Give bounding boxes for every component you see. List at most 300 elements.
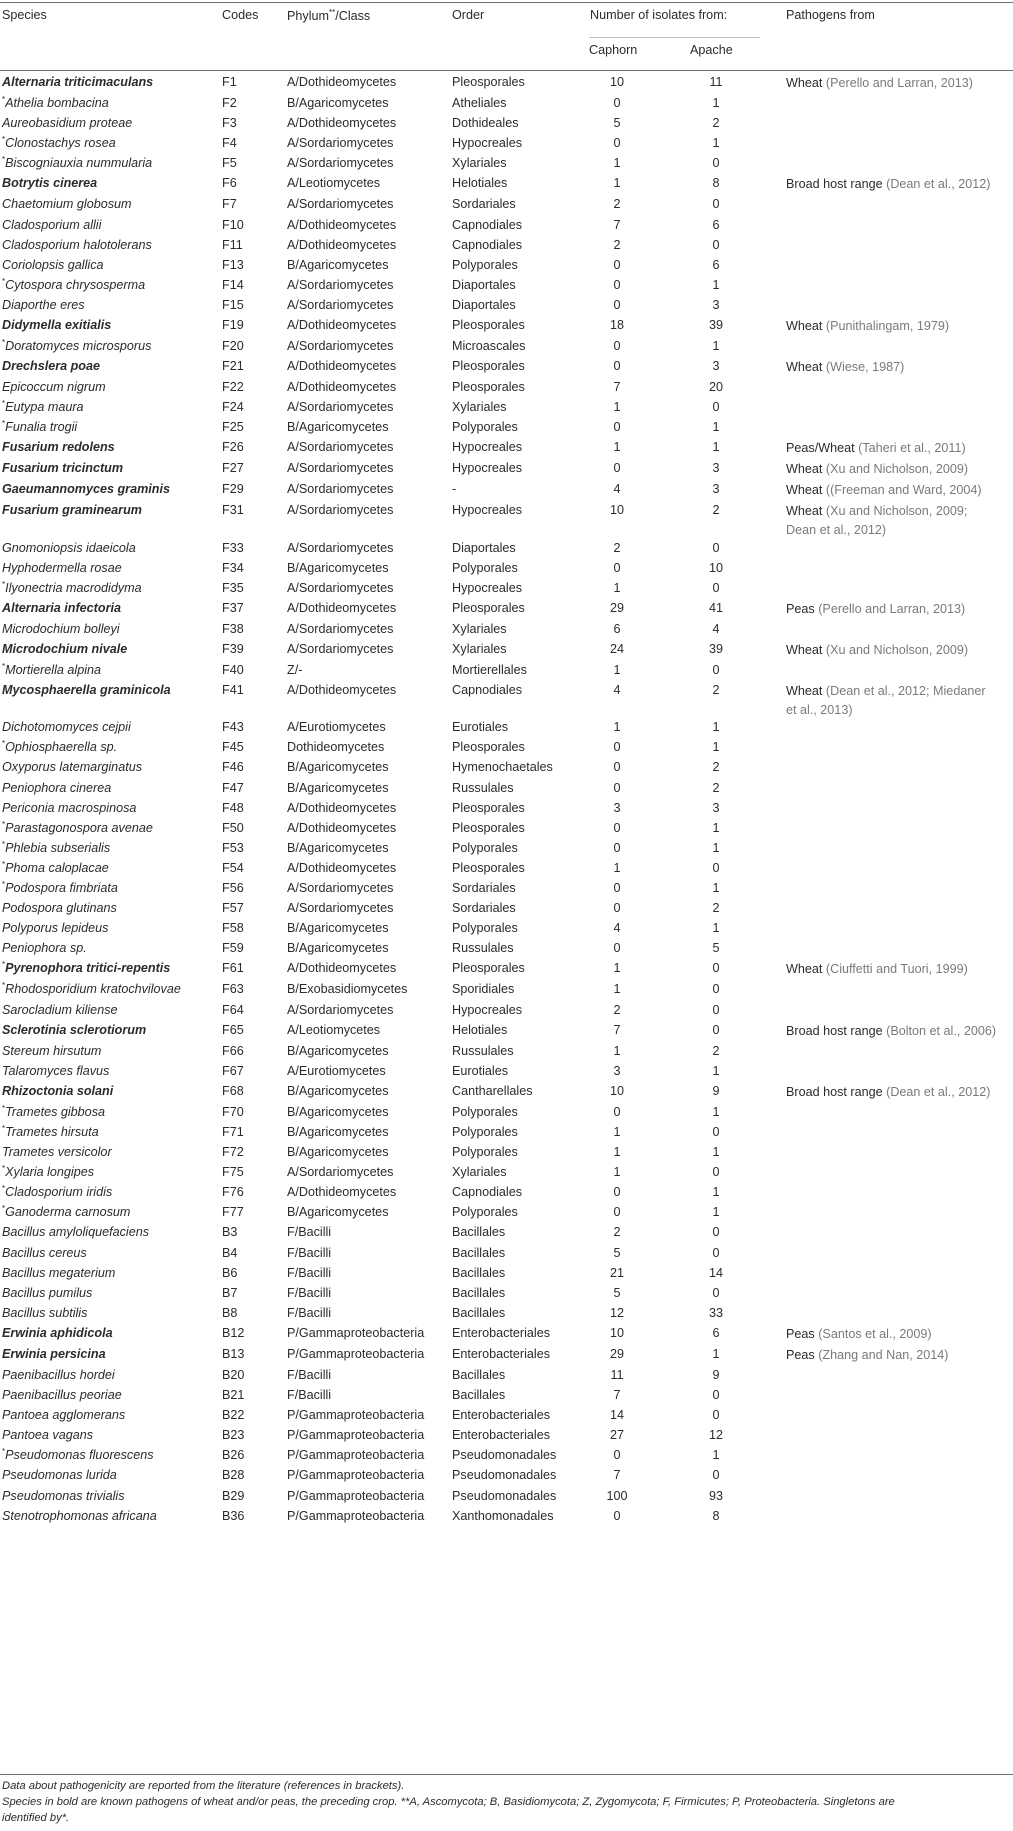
caphorn-count: 0 — [613, 257, 621, 272]
singleton-mark: * — [2, 276, 6, 286]
singleton-mark: * — [2, 135, 6, 144]
apache-count: 3 — [712, 297, 720, 312]
singleton-mark: * — [2, 859, 6, 869]
species-name — [2, 960, 170, 977]
header-phylum-class: Phylum**/Class — [287, 8, 371, 24]
phylum-class-cell: A/Sordariomycetes — [287, 297, 394, 312]
species-name — [2, 1346, 106, 1363]
phylum-class-cell: A/Sordariomycetes — [287, 641, 394, 656]
table-row — [0, 502, 1013, 537]
pathogen-host-cell — [786, 317, 949, 336]
pathogen-host-cell — [786, 74, 973, 93]
species-name — [2, 1407, 125, 1424]
reference-label: (Dean et al., 2012) — [886, 1084, 991, 1099]
species-name — [2, 739, 117, 756]
code-cell: F27 — [222, 461, 244, 476]
species-name — [2, 1164, 94, 1181]
apache-count: 0 — [712, 1388, 720, 1403]
code-cell: F57 — [222, 901, 244, 916]
apache-count: 1 — [712, 277, 720, 292]
species-label: Fusarium redolens — [2, 440, 115, 455]
order-cell: Xylariales — [452, 621, 507, 636]
phylum-class-cell: A/Sordariomycetes — [287, 503, 394, 518]
species-name — [2, 95, 109, 112]
phylum-class-cell: A/Sordariomycetes — [287, 901, 394, 916]
apache-count: 0 — [712, 1022, 720, 1037]
order-cell: Sporidiales — [452, 982, 515, 997]
caphorn-count: 0 — [613, 760, 621, 775]
apache-count: 0 — [712, 1225, 720, 1240]
order-cell: Helotiales — [452, 1022, 508, 1037]
code-cell: F40 — [222, 662, 244, 677]
code-cell: B4 — [222, 1245, 238, 1260]
phylum-class-cell: P/Gammaproteobacteria — [287, 1488, 425, 1503]
species-label: Cladosporium allii — [2, 217, 102, 232]
caphorn-count: 29 — [609, 600, 625, 615]
species-label: Pseudomonas trivialis — [2, 1488, 125, 1503]
footnote-3: identified by*. — [2, 1812, 70, 1824]
species-label: Trametes versicolor — [2, 1145, 112, 1160]
species-label: Peniophora sp. — [2, 941, 87, 956]
caphorn-count: 0 — [613, 1205, 621, 1220]
caphorn-count: 10 — [609, 1083, 625, 1098]
reference-label: (Xu and Nicholson, 2009) — [825, 642, 969, 657]
singleton-mark: * — [2, 661, 6, 671]
species-name — [2, 175, 97, 192]
code-cell: B6 — [222, 1265, 238, 1280]
species-label: Phoma caloplacae — [5, 860, 109, 875]
species-label: Bacillus amyloliquefaciens — [2, 1225, 149, 1240]
code-cell: B21 — [222, 1388, 245, 1403]
apache-count: 6 — [712, 217, 720, 232]
caphorn-count: 1 — [613, 961, 621, 976]
species-label: Pseudomonas lurida — [2, 1468, 117, 1483]
reference-label: (Ciuffetti and Tuori, 1999) — [825, 962, 968, 977]
order-cell: Hypocreales — [452, 1002, 522, 1017]
singleton-mark: * — [2, 839, 6, 849]
apache-count: 2 — [712, 503, 720, 518]
phylum-class-cell: B/Agaricomycetes — [287, 941, 389, 956]
apache-count: 39 — [708, 318, 724, 332]
caphorn-count: 4 — [613, 683, 621, 698]
host-label: Broad host range — [786, 177, 883, 192]
phylum-class-cell: B/Agaricomycetes — [287, 1083, 389, 1098]
apache-count: 1 — [712, 440, 720, 455]
caphorn-count: 0 — [613, 359, 621, 374]
species-label: Diaporthe eres — [2, 297, 85, 312]
code-cell: F10 — [222, 217, 244, 232]
species-label: Cladosporium iridis — [5, 1185, 113, 1200]
code-cell: F19 — [222, 318, 244, 332]
order-cell: Enterobacteriales — [452, 1428, 551, 1443]
order-cell: Capnodiales — [452, 237, 523, 252]
host-label: Peas — [786, 601, 815, 616]
code-cell: F13 — [222, 257, 244, 272]
caphorn-count: 2 — [613, 1002, 621, 1017]
species-name — [2, 419, 77, 436]
host-label: Peas — [786, 1326, 815, 1341]
apache-count: 1 — [712, 1063, 720, 1078]
phylum-class-cell: B/Agaricomycetes — [287, 96, 389, 110]
caphorn-count: 0 — [613, 901, 621, 916]
order-cell: Helotiales — [452, 176, 508, 191]
species-label: Bacillus pumilus — [2, 1285, 93, 1300]
order-cell: Pleosporales — [452, 75, 525, 89]
host-label: Wheat — [786, 684, 823, 699]
reference-label: (Xu and Nicholson, 2009) — [825, 462, 969, 477]
table-row — [0, 1325, 1013, 1348]
singleton-mark: * — [2, 1204, 6, 1214]
species-label: Chaetomium globosum — [2, 197, 132, 212]
phylum-class-cell: P/Gammaproteobacteria — [287, 1448, 425, 1463]
phylum-class-cell: A/Dothideomycetes — [287, 860, 397, 875]
pathogen-host-cell — [786, 600, 965, 619]
caphorn-count: 1 — [613, 176, 621, 191]
species-name — [2, 780, 111, 797]
species-label: Doratomyces microsporus — [5, 339, 152, 353]
caphorn-count: 100 — [606, 1488, 628, 1503]
phylum-class-cell: A/Sordariomycetes — [287, 881, 394, 896]
phylum-class-cell: Z/- — [287, 662, 303, 677]
apache-count: 1 — [712, 1104, 720, 1119]
order-cell: Bacillales — [452, 1265, 506, 1280]
species-name — [2, 1184, 112, 1201]
code-cell: F2 — [222, 96, 237, 110]
order-cell: Sordariales — [452, 197, 516, 212]
species-name — [2, 1043, 101, 1060]
singleton-mark: * — [2, 739, 6, 749]
singleton-mark: * — [2, 1123, 6, 1133]
code-cell: F77 — [222, 1205, 244, 1220]
phylum-class-cell: F/Bacilli — [287, 1265, 332, 1280]
apache-count: 0 — [712, 580, 720, 595]
species-name — [2, 1104, 105, 1121]
species-label: Paenibacillus peoriae — [2, 1388, 122, 1403]
reference-label: (Wiese, 1987) — [825, 360, 905, 375]
apache-count: 39 — [708, 641, 724, 656]
apache-count: 0 — [712, 540, 720, 555]
order-cell: Bacillales — [452, 1285, 506, 1300]
order-cell: Polyporales — [452, 1205, 518, 1220]
phylum-class-cell: B/Agaricomycetes — [287, 420, 389, 435]
species-label: Bacillus megaterium — [2, 1265, 116, 1280]
species-name — [2, 880, 118, 897]
species-label: Stenotrophomonas africana — [2, 1508, 157, 1523]
species-name — [2, 940, 87, 957]
table-bottom-rule — [0, 1774, 1013, 1775]
phylum-class-cell: P/Gammaproteobacteria — [287, 1508, 425, 1523]
code-cell: F3 — [222, 116, 237, 131]
host-label: Wheat — [786, 360, 823, 375]
caphorn-count: 5 — [613, 116, 621, 131]
phylum-class-cell: A/Eurotiomycetes — [287, 1063, 386, 1078]
order-cell: Hypocreales — [452, 461, 522, 476]
species-label: Stereum hirsutum — [2, 1043, 102, 1058]
species-name — [2, 1427, 93, 1444]
species-name — [2, 358, 100, 375]
singleton-mark: * — [2, 1447, 6, 1457]
species-name — [2, 481, 170, 498]
order-cell: Pleosporales — [452, 318, 525, 332]
phylum-class-cell: B/Agaricomycetes — [287, 780, 389, 795]
apache-count: 11 — [709, 75, 723, 89]
species-name — [2, 1387, 122, 1404]
order-cell: Enterobacteriales — [452, 1408, 551, 1423]
apache-count: 93 — [708, 1488, 724, 1503]
header-caphorn: Caphorn — [589, 43, 638, 57]
caphorn-count: 0 — [613, 1104, 621, 1119]
order-cell: Pseudomonadales — [452, 1448, 557, 1463]
phylum-class-cell: P/Gammaproteobacteria — [287, 1325, 425, 1340]
caphorn-count: 2 — [613, 197, 621, 212]
species-name — [2, 1224, 149, 1241]
host-label: Wheat — [786, 642, 823, 657]
table-row — [0, 460, 1013, 483]
code-cell: F63 — [222, 982, 244, 997]
phylum-class-cell: F/Bacilli — [287, 1225, 332, 1240]
species-name — [2, 1124, 99, 1141]
order-cell: Polyporales — [452, 921, 518, 936]
phylum-class-cell: F/Bacilli — [287, 1245, 332, 1260]
species-label: Gaeumannomyces graminis — [2, 482, 170, 497]
header-number-of-isolates: Number of isolates from: — [590, 8, 728, 22]
caphorn-count: 1 — [613, 1165, 621, 1180]
species-label: Drechslera poae — [2, 359, 101, 374]
phylum-class-cell: A/Sordariomycetes — [287, 621, 394, 636]
reference-label: (Zhang and Nan, 2014) — [818, 1347, 949, 1362]
phylum-class-cell: P/Gammaproteobacteria — [287, 1428, 425, 1443]
caphorn-count: 1 — [613, 662, 621, 677]
species-label: Clonostachys rosea — [5, 136, 116, 151]
apache-count: 1 — [712, 921, 720, 936]
phylum-class-cell: B/Agaricomycetes — [287, 760, 389, 775]
pathogen-host-cell — [786, 1346, 948, 1365]
code-cell: B23 — [222, 1428, 245, 1443]
code-cell: F11 — [222, 237, 243, 252]
species-name — [2, 460, 123, 477]
apache-count: 3 — [712, 482, 720, 497]
order-cell: Dothideales — [452, 116, 519, 131]
caphorn-count: 1 — [613, 156, 621, 171]
order-cell: - — [452, 482, 457, 497]
species-label: Peniophora cinerea — [2, 780, 112, 795]
species-label: Pyrenophora tritici-repentis — [5, 961, 171, 976]
apache-count: 0 — [712, 197, 720, 212]
phylum-class-cell: A/Sordariomycetes — [287, 482, 394, 497]
caphorn-count: 7 — [613, 380, 621, 395]
caphorn-count: 0 — [613, 461, 621, 476]
species-name — [2, 1305, 87, 1322]
species-name — [2, 800, 136, 817]
pathogen-host-cell — [786, 1083, 990, 1102]
order-cell: Sordariales — [452, 901, 516, 916]
singleton-mark: * — [2, 981, 6, 991]
species-label: Oxyporus latemarginatus — [2, 760, 142, 775]
species-name — [2, 719, 131, 736]
order-cell: Xylariales — [452, 400, 507, 415]
caphorn-count: 1 — [613, 1124, 621, 1139]
header-bottom-rule — [0, 70, 1013, 71]
species-name — [2, 1508, 157, 1525]
code-cell: F4 — [222, 136, 237, 151]
code-cell: B12 — [222, 1325, 245, 1340]
order-cell: Bacillales — [452, 1245, 506, 1260]
species-label: Rhizoctonia solani — [2, 1083, 114, 1098]
species-label: Parastagonospora avenae — [5, 820, 153, 835]
caphorn-count: 0 — [613, 840, 621, 855]
singleton-mark: * — [2, 819, 6, 829]
code-cell: F21 — [222, 359, 244, 374]
species-name — [2, 317, 111, 334]
header-species: Species — [2, 8, 47, 22]
apache-count: 5 — [712, 941, 720, 956]
phylum-class-cell: F/Bacilli — [287, 1285, 332, 1300]
code-cell: F75 — [222, 1165, 244, 1180]
order-cell: Pleosporales — [452, 820, 525, 835]
species-name — [2, 237, 152, 254]
singleton-mark: * — [2, 337, 6, 347]
species-label: Podospora fimbriata — [5, 881, 118, 896]
order-cell: Xanthomonadales — [452, 1508, 554, 1523]
code-cell: B29 — [222, 1488, 245, 1503]
table-row — [0, 1508, 1013, 1531]
code-cell: B7 — [222, 1285, 238, 1300]
order-cell: Enterobacteriales — [452, 1325, 551, 1340]
species-label: Epicoccum nigrum — [2, 380, 106, 395]
apache-count: 2 — [712, 116, 720, 131]
phylum-class-cell: P/Gammaproteobacteria — [287, 1346, 425, 1361]
caphorn-count: 11 — [610, 1367, 624, 1382]
apache-count: 41 — [708, 600, 724, 615]
table-row — [0, 1083, 1013, 1106]
code-cell: F45 — [222, 740, 244, 755]
apache-count: 1 — [712, 1145, 720, 1160]
order-cell: Pleosporales — [452, 961, 525, 976]
code-cell: F50 — [222, 820, 244, 835]
singleton-mark: * — [2, 960, 6, 970]
code-cell: F71 — [222, 1124, 244, 1139]
apache-count: 1 — [712, 881, 720, 896]
apache-count: 20 — [708, 380, 724, 395]
code-cell: F48 — [222, 800, 244, 815]
apache-count: 0 — [712, 1245, 720, 1260]
species-label: Coriolopsis gallica — [2, 257, 104, 272]
code-cell: F25 — [222, 420, 244, 435]
reference-label: (Punithalingam, 1979) — [825, 319, 950, 333]
header-pathogens-from: Pathogens from — [786, 8, 875, 22]
species-name — [2, 1325, 113, 1342]
header-apache: Apache — [690, 43, 733, 57]
phylum-class-cell: A/Dothideomycetes — [287, 600, 397, 615]
caphorn-count: 1 — [613, 400, 621, 415]
species-label: Dichotomomyces cejpii — [2, 720, 131, 735]
apache-count: 0 — [712, 961, 720, 976]
host-label: Wheat — [786, 483, 823, 498]
code-cell: B8 — [222, 1305, 238, 1320]
species-label: Talaromyces flavus — [2, 1063, 110, 1078]
species-label: Fusarium tricinctum — [2, 461, 124, 476]
phylum-class-cell: A/Sordariomycetes — [287, 440, 394, 455]
phylum-class-cell: A/Eurotiomycetes — [287, 720, 386, 735]
code-cell: F34 — [222, 560, 244, 575]
order-cell: Pleosporales — [452, 860, 525, 875]
table-row — [0, 481, 1013, 504]
phylum-class-cell: A/Sordariomycetes — [287, 400, 394, 415]
code-cell: F54 — [222, 860, 244, 875]
pathogen-host-cell — [786, 960, 968, 979]
table-row — [0, 175, 1013, 198]
species-name — [2, 115, 132, 132]
code-cell: F64 — [222, 1002, 244, 1017]
species-name — [2, 820, 153, 837]
species-label: Bacillus cereus — [2, 1245, 87, 1260]
species-label: Trametes hirsuta — [5, 1124, 99, 1139]
apache-count: 8 — [712, 1508, 720, 1523]
species-label: Funalia trogii — [5, 420, 78, 435]
caphorn-count: 1 — [613, 580, 621, 595]
apache-count: 0 — [712, 400, 720, 415]
phylum-class-cell: A/Dothideomycetes — [287, 237, 397, 252]
order-cell: Polyporales — [452, 420, 518, 435]
caphorn-count: 7 — [613, 1388, 621, 1403]
code-cell: F58 — [222, 921, 244, 936]
apache-count: 0 — [712, 1124, 720, 1139]
order-cell: Xylariales — [452, 1165, 507, 1180]
order-cell: Capnodiales — [452, 217, 523, 232]
caphorn-count: 0 — [613, 339, 621, 353]
host-label: Peas — [786, 1347, 815, 1362]
species-name — [2, 196, 132, 213]
apache-count: 3 — [712, 461, 720, 476]
order-cell: Russulales — [452, 941, 514, 956]
caphorn-count: 0 — [613, 820, 621, 835]
species-name — [2, 682, 171, 699]
singleton-mark: * — [2, 419, 6, 429]
table-row — [0, 960, 1013, 983]
caphorn-count: 0 — [613, 941, 621, 956]
host-label: Peas/Wheat — [786, 441, 855, 456]
order-cell: Polyporales — [452, 1124, 518, 1139]
species-name — [2, 379, 106, 396]
caphorn-count: 5 — [613, 1285, 621, 1300]
apache-count: 1 — [712, 840, 720, 855]
caphorn-count: 0 — [613, 136, 621, 151]
species-name — [2, 641, 127, 658]
species-label: Ilyonectria macrodidyma — [5, 580, 142, 595]
host-label: Wheat — [786, 962, 823, 977]
apache-count: 1 — [712, 96, 720, 110]
species-name — [2, 399, 84, 416]
species-name — [2, 1022, 146, 1039]
apache-count: 0 — [712, 237, 720, 252]
code-cell: F35 — [222, 580, 244, 595]
phylum-class-cell: P/Gammaproteobacteria — [287, 1468, 425, 1483]
phylum-class-cell: A/Dothideomycetes — [287, 217, 397, 232]
species-name — [2, 1063, 109, 1080]
species-label: Bacillus subtilis — [2, 1305, 88, 1320]
species-label: Mortierella alpina — [5, 662, 102, 677]
pathogen-host-cell — [786, 502, 967, 539]
code-cell: F43 — [222, 720, 244, 735]
caphorn-count: 5 — [613, 1245, 621, 1260]
order-cell: Xylariales — [452, 156, 507, 171]
host-label: Broad host range — [786, 1084, 883, 1099]
apache-count: 1 — [712, 1185, 720, 1200]
caphorn-count: 0 — [613, 96, 621, 110]
code-cell: F53 — [222, 840, 244, 855]
species-name — [2, 560, 122, 577]
phylum-class-cell: A/Sordariomycetes — [287, 580, 394, 595]
